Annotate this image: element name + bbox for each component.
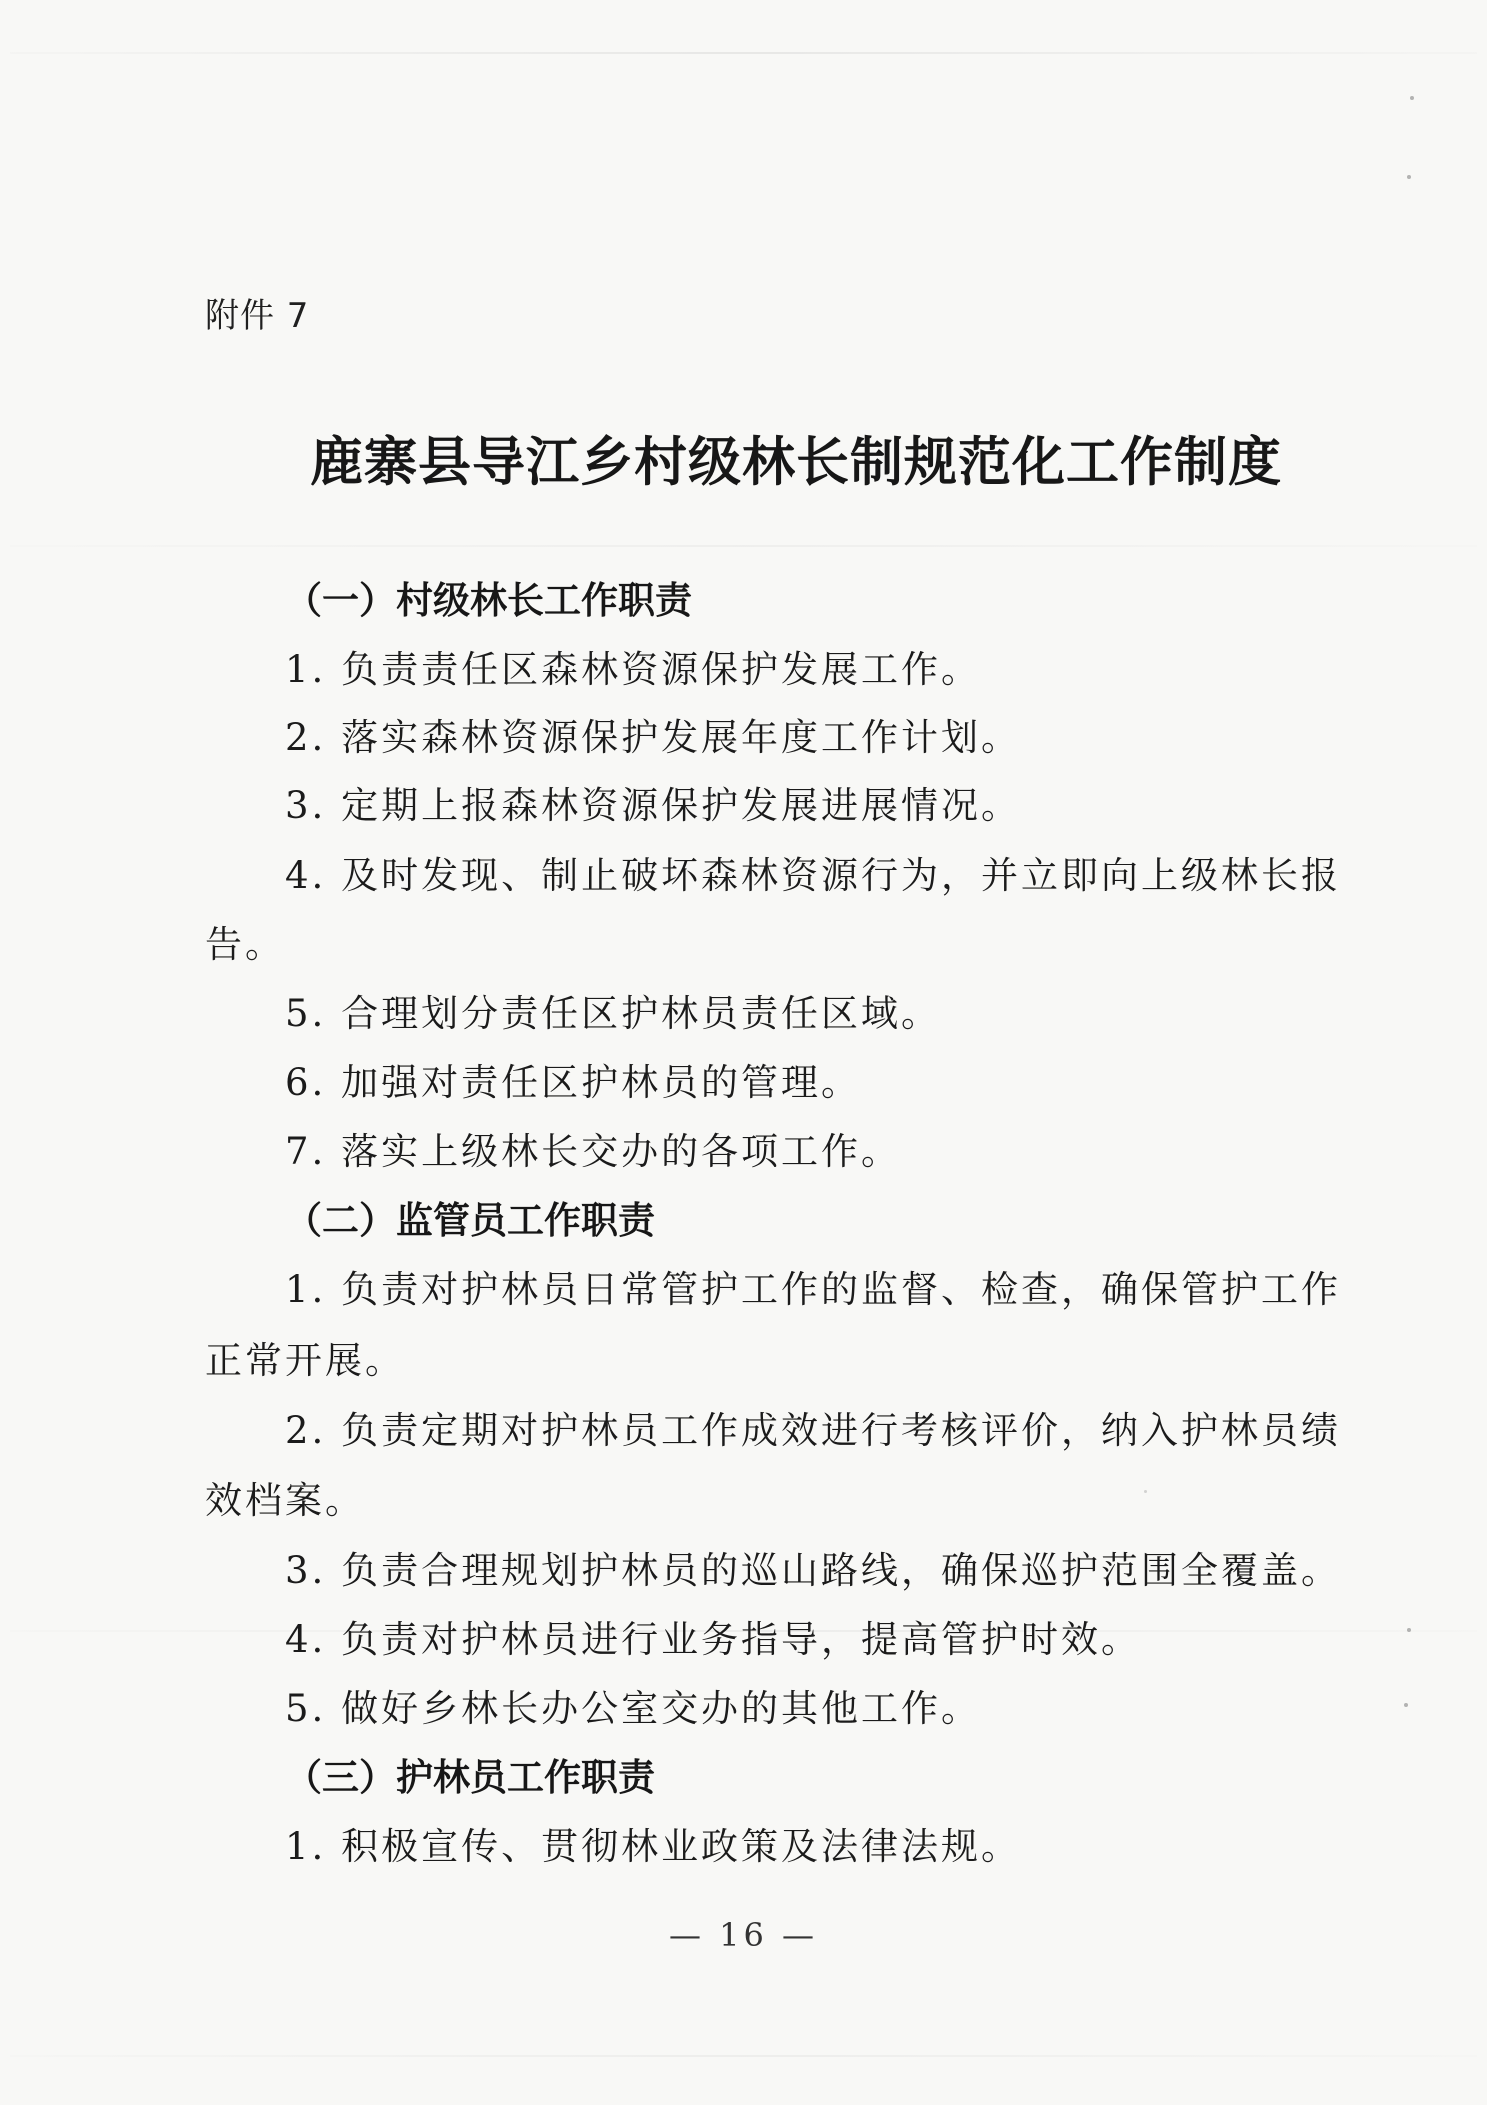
duty-item-continuation: 正常开展。 (205, 1339, 405, 1382)
scan-artifact-line (10, 545, 1477, 547)
scan-artifact-line (10, 2055, 1477, 2057)
section-heading-forest-ranger: （三）护林员工作职责 (285, 1756, 655, 1799)
duty-item-continuation: 告。 (205, 923, 285, 966)
duty-item: 3. 定期上报森林资源保护发展进展情况。 (285, 784, 1022, 827)
duty-item: 4. 负责对护林员进行业务指导，提高管护时效。 (285, 1618, 1142, 1661)
section-heading-supervisor: （二）监管员工作职责 (285, 1199, 655, 1242)
scan-speck (1407, 1628, 1411, 1632)
duty-item: 4. 及时发现、制止破坏森林资源行为，并立即向上级林长报 (285, 854, 1342, 897)
duty-item: 1. 负责责任区森林资源保护发展工作。 (285, 648, 982, 691)
scan-speck (1407, 175, 1411, 179)
duty-item-continuation: 效档案。 (205, 1479, 365, 1522)
page-number: — 16 — (668, 1916, 819, 1954)
duty-item: 5. 合理划分责任区护林员责任区域。 (285, 992, 942, 1035)
duty-item: 5. 做好乡林长办公室交办的其他工作。 (285, 1687, 982, 1730)
document-title: 鹿寨县导江乡村级林长制规范化工作制度 (310, 431, 1282, 493)
duty-item: 2. 落实森林资源保护发展年度工作计划。 (285, 716, 1022, 759)
scan-artifact-line (10, 52, 1477, 54)
scan-speck (1404, 1703, 1408, 1707)
duty-item: 6. 加强对责任区护林员的管理。 (285, 1061, 862, 1104)
attachment-label: 附件 7 (205, 296, 310, 336)
scan-speck (1410, 96, 1414, 100)
duty-item: 7. 落实上级林长交办的各项工作。 (285, 1130, 902, 1173)
duty-item: 3. 负责合理规划护林员的巡山路线，确保巡护范围全覆盖。 (285, 1549, 1342, 1592)
duty-item: 2. 负责定期对护林员工作成效进行考核评价，纳入护林员绩 (285, 1409, 1342, 1452)
duty-item: 1. 积极宣传、贯彻林业政策及法律法规。 (285, 1825, 1022, 1868)
duty-item: 1. 负责对护林员日常管护工作的监督、检查，确保管护工作 (285, 1268, 1342, 1311)
section-heading-village-forest-chief: （一）村级林长工作职责 (285, 579, 692, 622)
scan-speck (1144, 1490, 1147, 1493)
